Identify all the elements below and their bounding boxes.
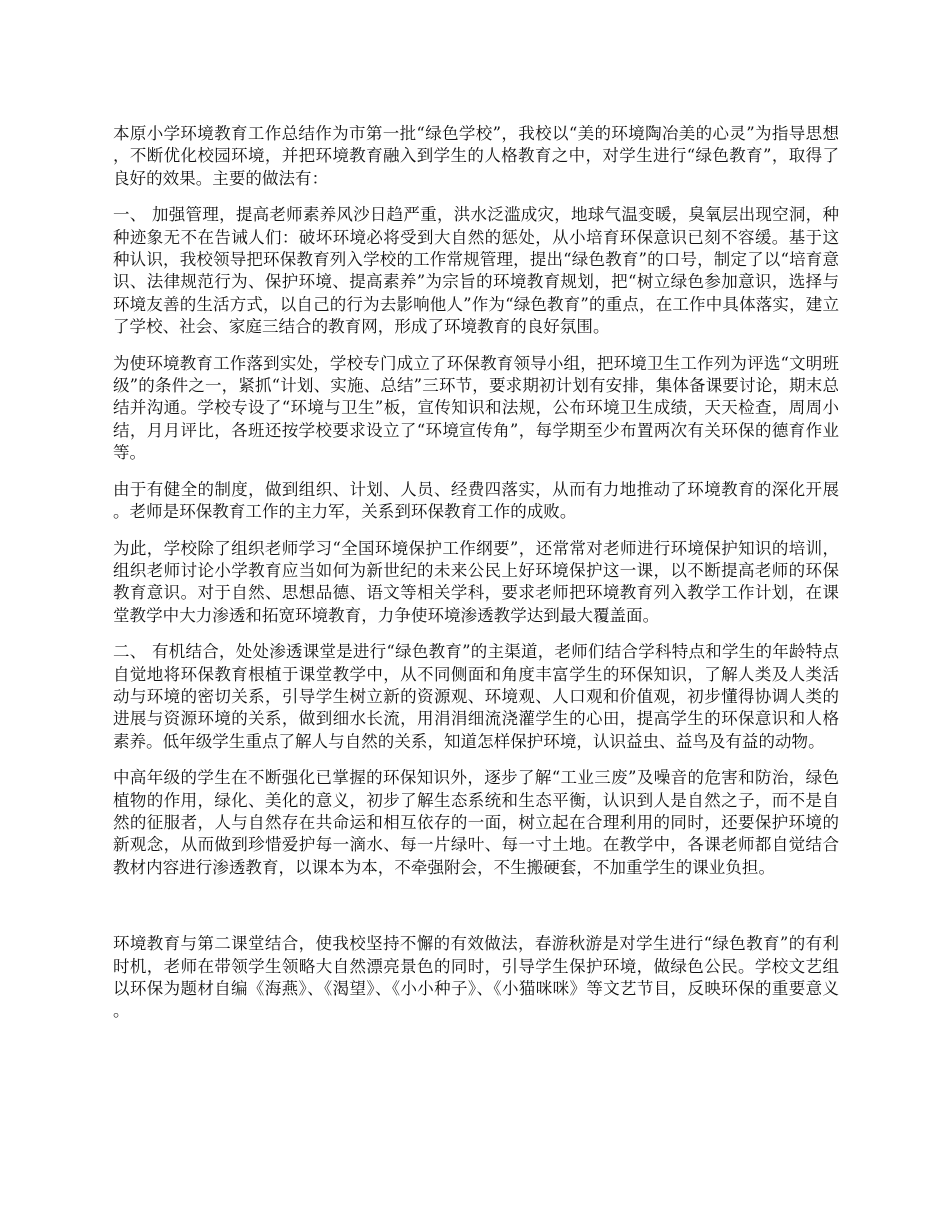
blank-gap bbox=[113, 893, 839, 933]
paragraph-leadership-group: 为使环境教育工作落到实处，学校专门成立了环保教育领导小组，把环境卫生工作列为评选“文明班级”的条件之一，紧抓“计划、实施、总结”三环节，要求期初计划有安排，集体备课要讨论，期末总结并沟通。学校专设了“环境与卫生”板，宣传知识和法规，公布环境卫生成绩，天天检查，周周小结，月月评比，各班还按学校要求设立了“环境宣传角”，每学期至少布置两次有关环保的德育作业等。 bbox=[113, 353, 839, 463]
document-body bbox=[113, 123, 839, 1037]
paragraph-senior-grades: 中高年级的学生在不断强化已掌握的环保知识外，逐步了解“工业三废”及噪音的危害和防治，绿色植物的作用，绿化、美化的意义，初步了解生态系统和生态平衡，认识到人是自然之子，而不是自然的征服者，人与自然存在共命运和相互依存的一面，树立起在合理利用的同时，还要保护环境的新观念，从而做到珍惜爱护每一滴水、每一片绿叶、每一寸土地。在教学中，各课老师都自觉结合教材内容进行渗透教育，以课本为本，不牵强附会，不生搬硬套，不加重学生的课业负担。 bbox=[113, 768, 839, 877]
paragraph-second-classroom: 环境教育与第二课堂结合，使我校坚持不懈的有效做法，春游秋游是对学生进行“绿色教育”的有利时机，老师在带领学生领略大自然漂亮景色的同时，引导学生保护环境，做绿色公民。学校文艺组以环保为题材自编《海燕》、《渴望》、《小小种子》、《小猫咪咪》等文艺节目，反映环保的重要意义。 bbox=[113, 934, 839, 1021]
paragraph-intro: 本原小学环境教育工作总结作为市第一批“绿色学校”，我校以“美的环境陶冶美的心灵”为指导思想，不断优化校园环境，并把环境教育融入到学生的人格教育之中，对学生进行“绿色教育”，取得了良好的效果。主要的做法有： bbox=[113, 124, 839, 188]
paragraph-teacher-training: 为此，学校除了组织老师学习“全国环境保护工作纲要”，还常常对老师进行环境保护知识的培训，组织老师讨论小学教育应当如何为新世纪的未来公民上好环境保护这一课，以不断提高老师的环保教育意识。对于自然、思想品德、语文等相关学科，要求老师把环境教育列入教学工作计划，在课堂教学中大力渗透和拓宽环境教育，力争使环境渗透教学达到最大覆盖面。 bbox=[113, 538, 839, 625]
paragraph-system: 由于有健全的制度，做到组织、计划、人员、经费四落实，从而有力地推动了环境教育的深化开展。老师是环保教育工作的主力军，关系到环保教育工作的成败。 bbox=[113, 479, 839, 522]
paragraph-section-1-management: 一、 加强管理，提高老师素养风沙日趋严重，洪水泛滥成灾，地球气温变暖，臭氧层出现空洞，种种迹象无不在告诫人们：破坏环境必将受到大自然的惩处，从小培育环保意识已刻不容缓。基于这种认识，我校领导把环保教育列入学校的工作常规管理，提出“绿色教育”的口号，制定了以“培育意识、法律规范行为、保护环境、提高素养”为宗旨的环境教育规划，把“树立绿色参加意识，选择与环境友善的生活方式，以自己的行为去影响他人”作为“绿色教育”的重点，在工作中具体落实，建立了学校、社会、家庭三结合的教育网，形成了环境教育的良好氛围。 bbox=[113, 205, 839, 337]
paragraph-section-2-integration: 二、 有机结合，处处渗透课堂是进行“绿色教育”的主渠道，老师们结合学科特点和学生的年龄特点自觉地将环保教育根植于课堂教学中，从不同侧面和角度丰富学生的环保知识，了解人类及人类活动与环境的密切关系，引导学生树立新的资源观、环境观、人口观和价值观，初步懂得协调人类的进展与资源环境的关系，做到细水长流，用涓涓细流浇灌学生的心田，提高学生的环保意识和人格素养。低年级学生重点了解人与自然的关系，知道怎样保护环境，认识益虫、益鸟及有益的动物。 bbox=[113, 642, 839, 751]
